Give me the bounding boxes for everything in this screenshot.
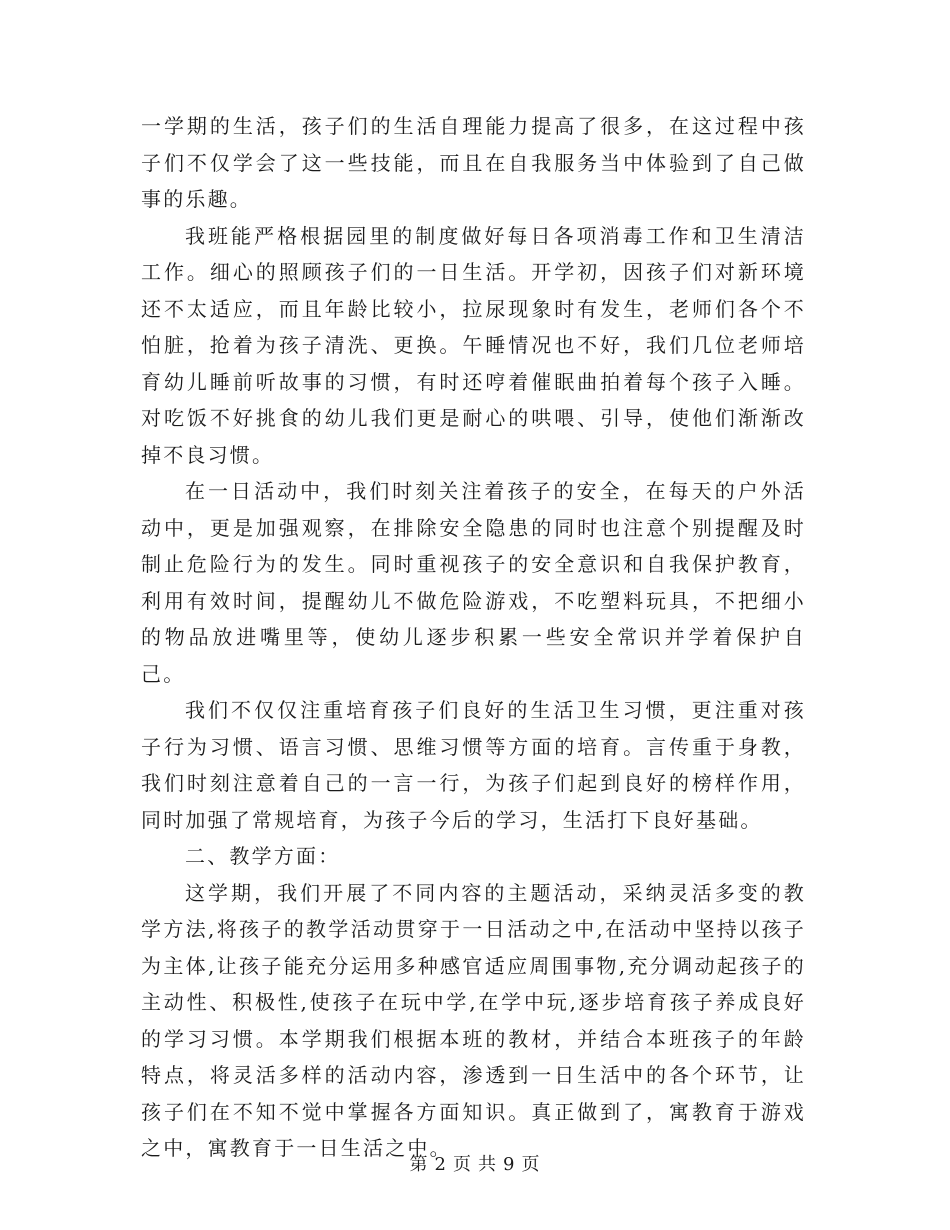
footer-suffix: 页 [521, 1154, 541, 1175]
section-heading-teaching: 二、教学方面： [185, 844, 341, 868]
footer-prefix: 第 [409, 1154, 429, 1175]
paragraph-teaching: 这学期，我们开展了不同内容的主题活动，采纳灵活多变的教学方法,将孩子的教学活动贯穿于一日活动之中,在活动中坚持以孩子为主体,让孩子能充分运用多种感官适应周围事物,充分调动起孩子的主动性、积极性,使孩子在玩中学,在学中玩,逐步培育孩子养成良好的学习习惯。本学期我们根据本班的教材，并结合本班孩子的年龄特点，将灵活多样的活动内容，渗透到一日生活中的各个环节，让孩子们在不知不觉中掌握各方面知识。真正做到了，寓教育于游戏之中，寓教育于一日生活之中。 [141, 880, 806, 1160]
footer-total-pages: 9 [503, 1154, 516, 1175]
document-body [141, 108, 806, 1167]
paragraph-habits: 我们不仅仅注重培育孩子们良好的生活卫生习惯，更注重对孩子行为习惯、语言习惯、思维习惯等方面的培育。言传重于身教，我们时刻注意着自己的一言一行，为孩子们起到良好的榜样作用，同时加强了常规培育，为孩子今后的学习，生活打下良好基础。 [141, 698, 806, 832]
paragraph-safety: 在一日活动中，我们时刻关注着孩子的安全，在每天的户外活动中，更是加强观察，在排除安全隐患的同时也注意个别提醒及时制止危险行为的发生。同时重视孩子的安全意识和自我保护教育，利用有效时间，提醒幼儿不做危险游戏，不吃塑料玩具，不把细小的物品放进嘴里等，使幼儿逐步积累一些安全常识并学着保护自己。 [141, 479, 806, 686]
page-footer [0, 1150, 950, 1176]
paragraph-continuation: 一学期的生活，孩子们的生活自理能力提高了很多，在这过程中孩子们不仅学会了这一些技能，而且在自我服务当中体验到了自己做事的乐趣。 [141, 114, 806, 211]
footer-page-word: 页 [453, 1154, 472, 1175]
footer-total-word: 共 [478, 1154, 497, 1175]
footer-current-page: 2 [434, 1154, 447, 1175]
paragraph-hygiene: 我班能严格根据园里的制度做好每日各项消毒工作和卫生清洁工作。细心的照顾孩子们的一日生活。开学初，因孩子们对新环境还不太适应，而且年龄比较小，拉尿现象时有发生，老师们各个不怕脏，抢着为孩子清洗、更换。午睡情况也不好，我们几位老师培育幼儿睡前听故事的习惯，有时还哼着催眠曲拍着每个孩子入睡。对吃饭不好挑食的幼儿我们更是耐心的哄喂、引导，使他们渐渐改掉不良习惯。 [141, 223, 806, 467]
